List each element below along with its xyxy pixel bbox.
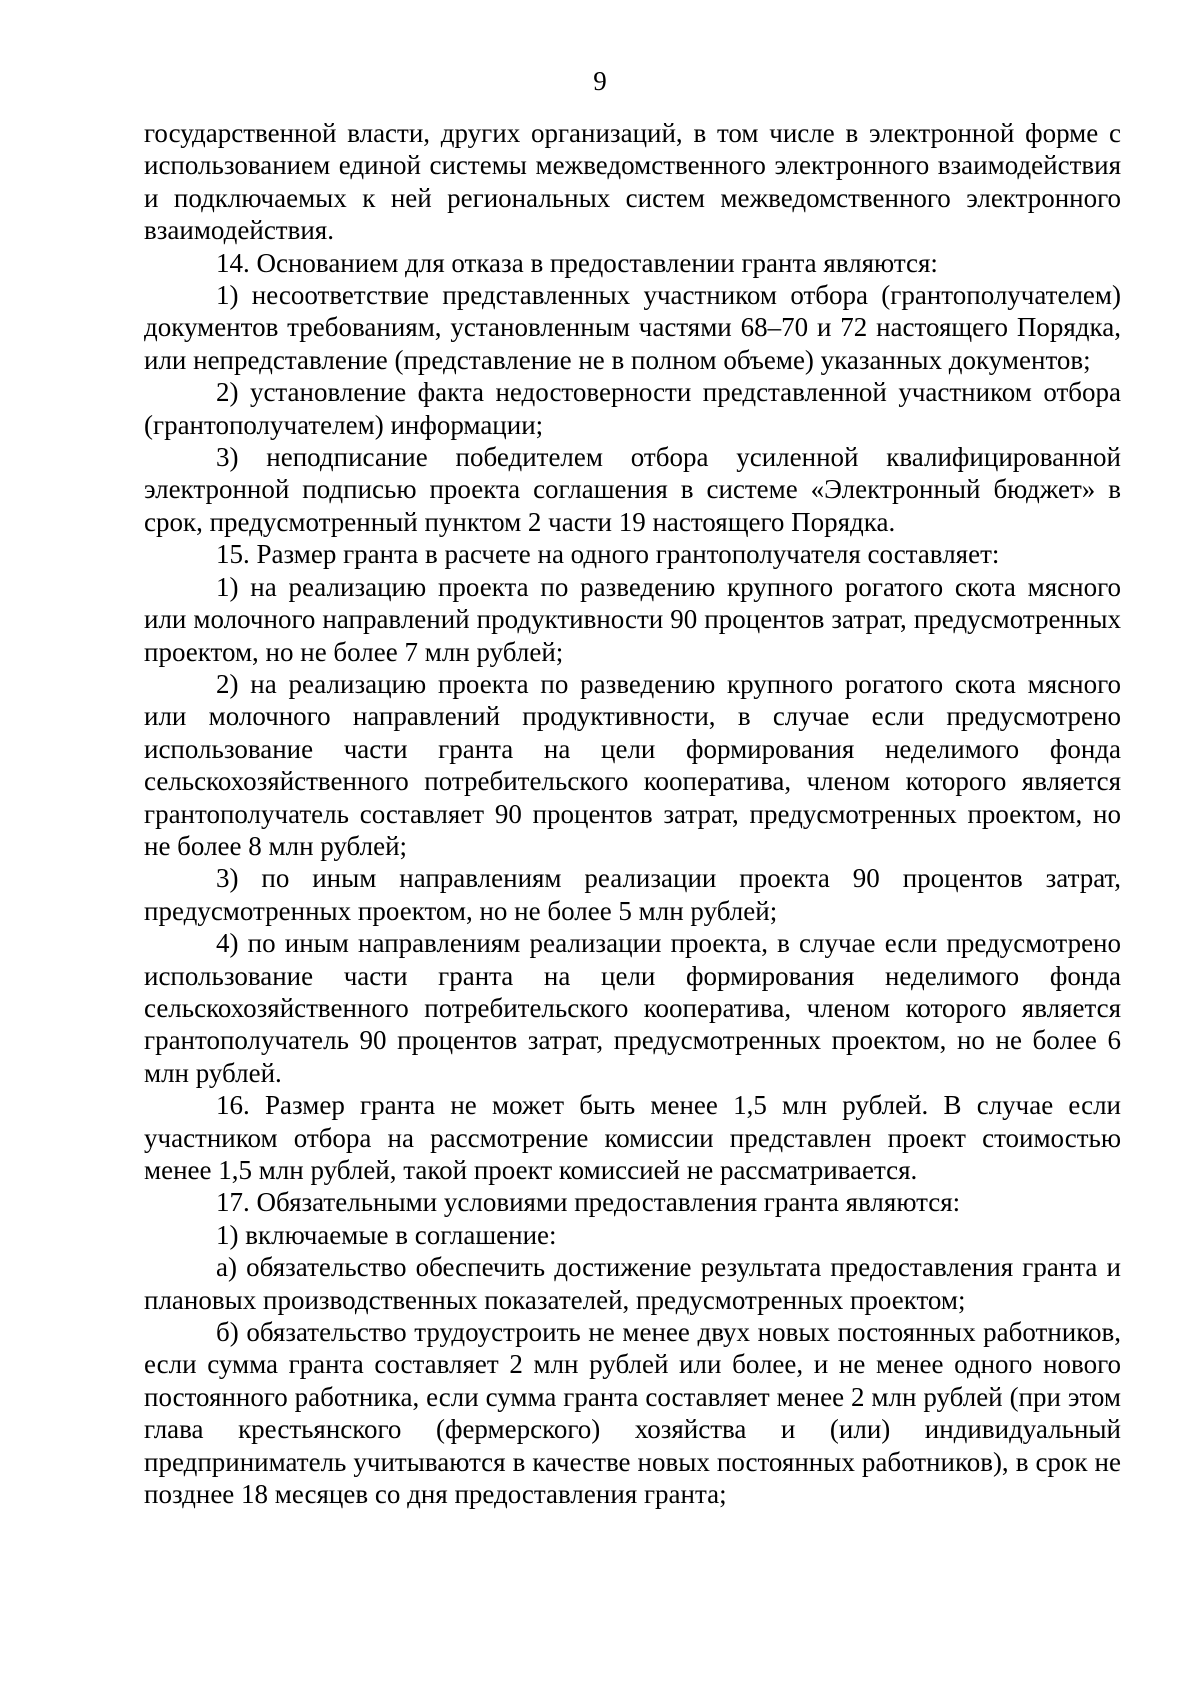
paragraph-item-15-1: 1) на реализацию проекта по разведению крупного рогатого скота мясного или молочного направлений продуктивности 90 процентов затрат, предусмотренных проектом, но не более 7 млн рублей; bbox=[144, 571, 1121, 667]
paragraph-item-17-1-a: а) обязательство обеспечить достижение результата предоставления гранта и плановых производственных показателей, предусмотренных проектом; bbox=[144, 1252, 1121, 1315]
paragraph-item-15-4: 4) по иным направлениям реализации проекта, в случае если предусмотрено использование части гранта на цели формирования неделимого фонда сельскохозяйственного потребительского кооператива, членом которого является грантополучатель 90 процентов затрат, предусмотренных проектом, но не более 6 млн рублей. bbox=[144, 928, 1121, 1088]
paragraph-item-14-3: 3) неподписание победителем отбора усиленной квалифицированной электронной подписью проекта соглашения в системе «Электронный бюджет» в срок, предусмотренный пунктом 2 части 19 настоящего Порядка. bbox=[144, 442, 1121, 537]
paragraph-item-15: 15. Размер гранта в расчете на одного грантополучателя составляет: bbox=[216, 539, 1000, 570]
document-body bbox=[144, 117, 1121, 1510]
paragraph-item-14: 14. Основанием для отказа в предоставлении гранта являются: bbox=[216, 247, 938, 278]
paragraph-item-14-1: 1) несоответствие представленных участником отбора (грантополучателем) документов требованиям, установленным частями 68–70 и 72 настоящего Порядка, или непредставление (представление не в полном объеме) указанных документов; bbox=[144, 280, 1121, 375]
paragraph-continuation: государственной власти, других организаций, в том числе в электронной форме с использованием единой системы межведомственного электронного взаимодействия и подключаемых к ней региональных систем межведомственного электронного взаимодействия. bbox=[144, 118, 1121, 246]
paragraph-item-15-2: 2) на реализацию проекта по разведению крупного рогатого скота мясного или молочного направлений продуктивности, в случае если предусмотрено использование части гранта на цели формирования неделимого фонда сельскохозяйственного потребительского кооператива, членом которого является грантополучатель составляет 90 процентов затрат, предусмотренных проектом, но не более 8 млн рублей; bbox=[144, 668, 1121, 861]
paragraph-item-15-3: 3) по иным направлениям реализации проекта 90 процентов затрат, предусмотренных проектом, но не более 5 млн рублей; bbox=[144, 863, 1121, 926]
paragraph-item-17-1-b: б) обязательство трудоустроить не менее двух новых постоянных работников, если сумма гранта составляет 2 млн рублей или более, и не менее одного нового постоянного работника, если сумма гранта составляет менее 2 млн рублей (при этом глава крестьянского (фермерского) хозяйства и (или) индивидуальный предприниматель учитываются в качестве новых постоянных работников), в срок не позднее 18 месяцев со дня предоставления гранта; bbox=[144, 1317, 1121, 1510]
page-number: 9 bbox=[593, 66, 607, 96]
paragraph-item-16: 16. Размер гранта не может быть менее 1,5 млн рублей. В случае если участником отбора на рассмотрение комиссии представлен проект стоимостью менее 1,5 млн рублей, такой проект комиссией не рассматривается. bbox=[144, 1090, 1121, 1185]
paragraph-item-14-2: 2) установление факта недостоверности представленной участником отбора (грантополучателем) информации; bbox=[144, 377, 1121, 440]
paragraph-item-17-1: 1) включаемые в соглашение: bbox=[216, 1219, 557, 1250]
paragraph-item-17: 17. Обязательными условиями предоставления гранта являются: bbox=[216, 1187, 961, 1218]
